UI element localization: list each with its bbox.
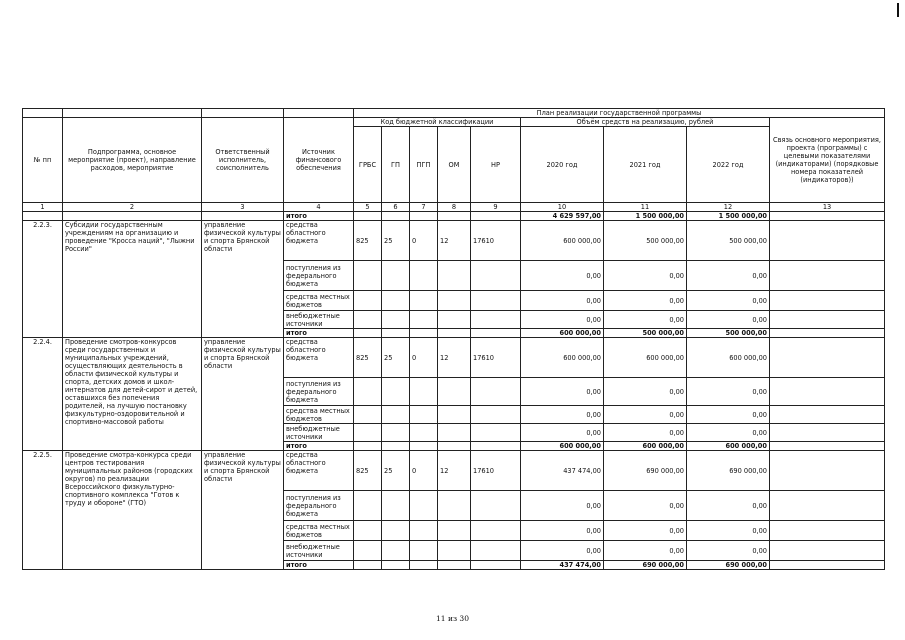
- empty-code-cell: [382, 261, 410, 291]
- empty-code-cell: [438, 561, 471, 570]
- value-2022: 0,00: [687, 406, 770, 424]
- empty-code-cell: [354, 561, 382, 570]
- total-label: итого: [284, 329, 354, 338]
- col-subprogram-header: Подпрограмма, основное мероприятие (проект), направление расходов, мероприятие: [63, 118, 202, 203]
- item-number: 2.2.4.: [23, 338, 63, 451]
- value-2022: 500 000,00: [687, 221, 770, 261]
- code-grbs: 825: [354, 221, 382, 261]
- code-nr: 17610: [471, 221, 521, 261]
- source-label: средства областного бюджета: [284, 338, 354, 378]
- empty-code-cell: [438, 541, 471, 561]
- value-2020: 0,00: [521, 261, 604, 291]
- col-number: 8: [438, 203, 471, 212]
- col-number: 2: [63, 203, 202, 212]
- empty-code-cell: [410, 311, 438, 329]
- empty-code-cell: [410, 378, 438, 406]
- code-grbs: 825: [354, 451, 382, 491]
- value-2021: 0,00: [604, 291, 687, 311]
- col-number: 6: [382, 203, 410, 212]
- budget-code-group-header: Код бюджетной классификации: [354, 118, 521, 127]
- code-pgp: 0: [410, 221, 438, 261]
- value-2020: 437 474,00: [521, 451, 604, 491]
- col-number: 7: [410, 203, 438, 212]
- empty-code-cell: [354, 491, 382, 521]
- value-2022: 0,00: [687, 424, 770, 442]
- value-2021: 0,00: [604, 541, 687, 561]
- empty-code-cell: [410, 406, 438, 424]
- value-2020: 0,00: [521, 521, 604, 541]
- col-responsible-header: Ответственный исполнитель, соисполнитель: [202, 118, 284, 203]
- link-cell: [770, 378, 885, 406]
- empty-code-cell: [410, 442, 438, 451]
- empty-code-cell: [438, 424, 471, 442]
- empty-code-cell: [471, 541, 521, 561]
- value-2022: 0,00: [687, 291, 770, 311]
- value-2020: 0,00: [521, 311, 604, 329]
- value-2020: 0,00: [521, 491, 604, 521]
- col-number: 13: [770, 203, 885, 212]
- item-source-row: [23, 338, 885, 378]
- value-2022: 600 000,00: [687, 338, 770, 378]
- empty-code-cell: [471, 406, 521, 424]
- item-responsible: управление физической культуры и спорта Брянской области: [202, 338, 284, 451]
- col-source-header: Источник финансового обеспечения: [284, 118, 354, 203]
- source-label: поступления из федерального бюджета: [284, 261, 354, 291]
- col-number: 12: [687, 203, 770, 212]
- header-row-1: [23, 109, 885, 118]
- col-link-header: Связь основного мероприятия, проекта (программы) с целевыми показателями (индикаторами) (порядковые номера показателей (индикаторов)): [770, 118, 885, 203]
- empty-code-cell: [471, 261, 521, 291]
- value-2020: 0,00: [521, 291, 604, 311]
- value-2020: 0,00: [521, 378, 604, 406]
- code-om: 12: [438, 451, 471, 491]
- source-label: внебюджетные источники: [284, 424, 354, 442]
- code-om: 12: [438, 221, 471, 261]
- item-title: Проведение смотров-конкурсов среди государственных и муниципальных учреждений, осуществляющих деятельность в области физической культуры и спорта, детских домов и школ-интернатов для детей-сирот и детей, оставшихся без попечения родителей, на лучшую постановку физкультурно-оздоровительной и спортивно-массовой работы: [63, 338, 202, 451]
- source-label: средства областного бюджета: [284, 221, 354, 261]
- total-label: итого: [284, 561, 354, 570]
- source-label: средства местных бюджетов: [284, 291, 354, 311]
- empty-code-cell: [382, 406, 410, 424]
- empty-code-cell: [438, 378, 471, 406]
- total-2021: 1 500 000,00: [604, 212, 687, 221]
- empty-code-cell: [410, 491, 438, 521]
- total-2021: 600 000,00: [604, 442, 687, 451]
- empty-code-cell: [410, 329, 438, 338]
- code-gp: 25: [382, 338, 410, 378]
- value-2020: 0,00: [521, 424, 604, 442]
- link-cell: [770, 521, 885, 541]
- column-number-row: [23, 203, 885, 212]
- code-gp: 25: [382, 451, 410, 491]
- value-2021: 0,00: [604, 406, 687, 424]
- col-number: 5: [354, 203, 382, 212]
- empty-code-cell: [354, 261, 382, 291]
- link-cell: [770, 442, 885, 451]
- code-gp: 25: [382, 221, 410, 261]
- value-2021: 0,00: [604, 311, 687, 329]
- value-2020: 0,00: [521, 406, 604, 424]
- value-2022: 0,00: [687, 261, 770, 291]
- value-2020: 600 000,00: [521, 338, 604, 378]
- empty-code-cell: [471, 424, 521, 442]
- value-2021: 500 000,00: [604, 221, 687, 261]
- col-number: 9: [471, 203, 521, 212]
- item-source-row: [23, 221, 885, 261]
- year-2022-header: 2022 год: [687, 127, 770, 203]
- item-title: Субсидии государственным учреждениям на организацию и проведение "Кросса наций", "Лыжни России": [63, 221, 202, 338]
- empty-code-cell: [354, 442, 382, 451]
- value-2022: 0,00: [687, 491, 770, 521]
- source-label: средства областного бюджета: [284, 451, 354, 491]
- link-cell: [770, 261, 885, 291]
- empty-code-cell: [471, 329, 521, 338]
- item-responsible: управление физической культуры и спорта Брянской области: [202, 221, 284, 338]
- link-cell: [770, 221, 885, 261]
- empty-code-cell: [471, 378, 521, 406]
- total-2022: 600 000,00: [687, 442, 770, 451]
- year-2021-header: 2021 год: [604, 127, 687, 203]
- code-col-pgp: ПГП: [410, 127, 438, 203]
- link-cell: [770, 406, 885, 424]
- empty-code-cell: [438, 442, 471, 451]
- total-2020: 437 474,00: [521, 561, 604, 570]
- page-number: 11 из 30: [436, 614, 469, 623]
- empty-code-cell: [382, 311, 410, 329]
- total-2020: 600 000,00: [521, 329, 604, 338]
- empty-code-cell: [438, 311, 471, 329]
- link-cell: [770, 451, 885, 491]
- empty-code-cell: [354, 378, 382, 406]
- code-nr: 17610: [471, 451, 521, 491]
- total-label: итого: [284, 442, 354, 451]
- empty-code-cell: [438, 291, 471, 311]
- empty-code-cell: [382, 491, 410, 521]
- code-pgp: 0: [410, 338, 438, 378]
- empty-code-cell: [410, 541, 438, 561]
- empty-code-cell: [382, 424, 410, 442]
- value-2022: 690 000,00: [687, 451, 770, 491]
- code-col-nr: НР: [471, 127, 521, 203]
- value-2020: 600 000,00: [521, 221, 604, 261]
- empty-code-cell: [382, 521, 410, 541]
- source-label: средства местных бюджетов: [284, 521, 354, 541]
- item-source-row: [23, 451, 885, 491]
- value-2021: 600 000,00: [604, 338, 687, 378]
- empty-code-cell: [410, 291, 438, 311]
- total-2020: 600 000,00: [521, 442, 604, 451]
- col-num-header: № пп: [23, 118, 63, 203]
- empty-code-cell: [382, 561, 410, 570]
- link-cell: [770, 338, 885, 378]
- link-cell: [770, 329, 885, 338]
- code-grbs: 825: [354, 338, 382, 378]
- col-number: 11: [604, 203, 687, 212]
- source-label: внебюджетные источники: [284, 541, 354, 561]
- code-col-grbs: ГРБС: [354, 127, 382, 203]
- empty-code-cell: [438, 329, 471, 338]
- empty-code-cell: [471, 442, 521, 451]
- empty-code-cell: [410, 561, 438, 570]
- empty-code-cell: [438, 261, 471, 291]
- empty-code-cell: [438, 491, 471, 521]
- empty-code-cell: [354, 521, 382, 541]
- item-number: 2.2.5.: [23, 451, 63, 570]
- link-cell: [770, 541, 885, 561]
- source-label: средства местных бюджетов: [284, 406, 354, 424]
- link-cell: [770, 561, 885, 570]
- total-2021: 690 000,00: [604, 561, 687, 570]
- empty-code-cell: [471, 291, 521, 311]
- empty-code-cell: [382, 329, 410, 338]
- value-2022: 0,00: [687, 541, 770, 561]
- plan-table: [22, 108, 885, 570]
- empty-code-cell: [410, 521, 438, 541]
- value-2021: 690 000,00: [604, 451, 687, 491]
- empty-code-cell: [354, 541, 382, 561]
- total-2021: 500 000,00: [604, 329, 687, 338]
- header-row-2: [23, 118, 885, 127]
- code-nr: 17610: [471, 338, 521, 378]
- empty-code-cell: [354, 406, 382, 424]
- source-label: поступления из федерального бюджета: [284, 491, 354, 521]
- col-number: 4: [284, 203, 354, 212]
- link-cell: [770, 311, 885, 329]
- value-2022: 0,00: [687, 521, 770, 541]
- value-2020: 0,00: [521, 541, 604, 561]
- value-2021: 0,00: [604, 491, 687, 521]
- link-cell: [770, 424, 885, 442]
- empty-code-cell: [438, 521, 471, 541]
- total-label: итого: [284, 212, 354, 221]
- empty-code-cell: [471, 521, 521, 541]
- item-responsible: управление физической культуры и спорта Брянской области: [202, 451, 284, 570]
- empty-code-cell: [382, 541, 410, 561]
- empty-code-cell: [471, 491, 521, 521]
- empty-code-cell: [354, 329, 382, 338]
- code-col-om: ОМ: [438, 127, 471, 203]
- empty-code-cell: [471, 311, 521, 329]
- col-number: 10: [521, 203, 604, 212]
- link-cell: [770, 491, 885, 521]
- item-title: Проведение смотра-конкурса среди центров тестирования муниципальных районов (городских округов) по реализации Всероссийского физкультурно-спортивного комплекса "Готов к труду и обороне" (ГТО): [63, 451, 202, 570]
- empty-code-cell: [471, 561, 521, 570]
- source-label: внебюджетные источники: [284, 311, 354, 329]
- top-total-row: [23, 212, 885, 221]
- code-pgp: 0: [410, 451, 438, 491]
- empty-code-cell: [382, 378, 410, 406]
- empty-code-cell: [410, 261, 438, 291]
- total-2020: 4 629 597,00: [521, 212, 604, 221]
- item-number: 2.2.3.: [23, 221, 63, 338]
- total-2022: 690 000,00: [687, 561, 770, 570]
- empty-code-cell: [354, 291, 382, 311]
- empty-code-cell: [382, 291, 410, 311]
- empty-code-cell: [382, 442, 410, 451]
- edge-mark: [897, 3, 899, 17]
- col-number: 3: [202, 203, 284, 212]
- col-number: 1: [23, 203, 63, 212]
- empty-code-cell: [354, 311, 382, 329]
- plan-title: План реализации государственной программы: [354, 109, 885, 118]
- volume-group-header: Объём средств на реализацию, рублей: [521, 118, 770, 127]
- value-2021: 0,00: [604, 261, 687, 291]
- empty-code-cell: [438, 406, 471, 424]
- value-2022: 0,00: [687, 311, 770, 329]
- total-2022: 500 000,00: [687, 329, 770, 338]
- link-cell: [770, 291, 885, 311]
- source-label: поступления из федерального бюджета: [284, 378, 354, 406]
- value-2021: 0,00: [604, 521, 687, 541]
- value-2021: 0,00: [604, 378, 687, 406]
- value-2022: 0,00: [687, 378, 770, 406]
- value-2021: 0,00: [604, 424, 687, 442]
- year-2020-header: 2020 год: [521, 127, 604, 203]
- total-2022: 1 500 000,00: [687, 212, 770, 221]
- empty-code-cell: [410, 424, 438, 442]
- code-col-gp: ГП: [382, 127, 410, 203]
- empty-code-cell: [354, 424, 382, 442]
- code-om: 12: [438, 338, 471, 378]
